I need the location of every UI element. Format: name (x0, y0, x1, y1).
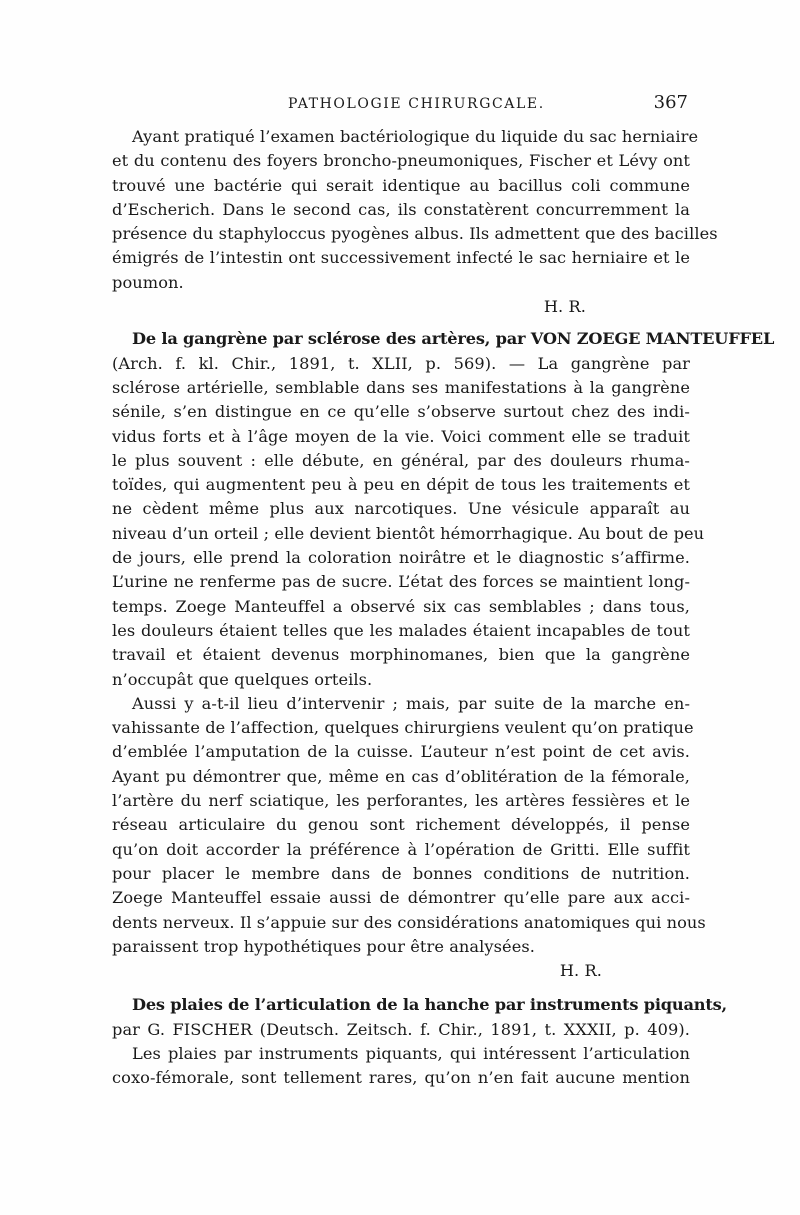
text-line: dents nerveux. Il s’appuie sur des considérations anatomiques qui nous (112, 912, 706, 932)
article-title-line: De la gangrène par sclérose des artères, par VON ZOEGE MANTEUFFEL (132, 329, 775, 349)
text-line: niveau d’un orteil ; elle devient bientôt hémorrhagique. Au bout de peu (112, 523, 705, 543)
page-header (112, 94, 688, 118)
article-hip-wounds (112, 993, 727, 1090)
text-line: vahissante de l’affection, quelques chirurgiens veulent qu’on pratique (112, 718, 694, 738)
text-line: temps. Zoege Manteuffel a observé six cas semblables ; dans tous, (112, 596, 690, 616)
page-number: 367 (653, 92, 688, 113)
text-line: les douleurs étaient telles que les malades étaient incapables de tout (112, 620, 690, 640)
paragraph-intervention (112, 692, 706, 984)
text-line: vidus forts et à l’âge moyen de la vie. Voici comment elle se traduit (112, 426, 690, 446)
text-line: qu’on doit accorder la préférence à l’opération de Gritti. Elle suffit (112, 839, 690, 859)
paragraph-bacteriology (112, 125, 718, 319)
text-line: (Arch. f. kl. Chir., 1891, t. XLII, p. 569). — La gangrène par (112, 353, 690, 373)
text-line: le plus souvent : elle débute, en général, par des douleurs rhuma- (112, 450, 690, 470)
text-line: Les plaies par instruments piquants, qui intéressent l’articulation (132, 1043, 690, 1063)
text-line: présence du staphyloccus pyogènes albus. Ils admettent que des bacilles (112, 224, 718, 244)
author-initials: H. R. (559, 961, 602, 981)
text-line: ne cèdent même plus aux narcotiques. Une vésicule apparaît au (112, 499, 690, 519)
text-line: par G. FISCHER (Deutsch. Zeitsch. f. Chir., 1891, t. XXXII, p. 409). (112, 1019, 690, 1039)
text-line: Aussi y a-t-il lieu d’intervenir ; mais, par suite de la marche en- (132, 693, 690, 713)
text-line: sénile, s’en distingue en ce qu’elle s’observe surtout chez des indi- (112, 402, 690, 422)
page-body (112, 125, 775, 1091)
text-line: d’Escherich. Dans le second cas, ils constatèrent concurremment la (112, 199, 690, 219)
text-line: émigrés de l’intestin ont successivement infecté le sac herniaire et le (112, 248, 690, 268)
article-gangrene (112, 327, 775, 691)
text-line: travail et étaient devenus morphinomanes, bien que la gangrène (112, 645, 690, 665)
text-line: Ayant pratiqué l’examen bactériologique du liquide du sac herniaire (132, 127, 699, 146)
text-line: n’occupât que quelques orteils. (112, 669, 373, 689)
text-line: poumon. (112, 272, 184, 292)
text-line: L’urine ne renferme pas de sucre. L’état des forces se maintient long- (112, 572, 690, 592)
text-line: trouvé une bactérie qui serait identique au bacillus coli commune (112, 175, 690, 195)
author-initials: H. R. (543, 297, 586, 317)
text-line: Zoege Manteuffel essaie aussi de démontrer qu’elle pare aux acci- (112, 888, 690, 908)
text-line: toïdes, qui augmentent peu à peu en dépit de tous les traitements et (112, 475, 690, 495)
text-line: paraissent trop hypothétiques pour être analysées. (112, 936, 535, 956)
text-line: pour placer le membre dans de bonnes conditions de nutrition. (112, 863, 690, 883)
text-line: de jours, elle prend la coloration noirâtre et le diagnostic s’affirme. (112, 548, 690, 568)
text-line: réseau articulaire du genou sont richement développés, il pense (112, 815, 690, 835)
text-line: d’emblée l’amputation de la cuisse. L’auteur n’est point de cet avis. (112, 742, 690, 762)
running-head: PATHOLOGIE CHIRURGCALE. (288, 96, 545, 112)
text-line: coxo-fémorale, sont tellement rares, qu’on n’en fait aucune mention (112, 1068, 690, 1088)
article-title-line: Des plaies de l’articulation de la hanche par instruments piquants, (132, 995, 727, 1015)
text-line: sclérose artérielle, semblable dans ses manifestations à la gangrène (112, 377, 690, 397)
text-line: l’artère du nerf sciatique, les perforantes, les artères fessières et le (112, 791, 690, 811)
text-line: Ayant pu démontrer que, même en cas d’oblitération de la fémorale, (112, 766, 690, 786)
text-line: et du contenu des foyers broncho-pneumoniques, Fischer et Lévy ont (112, 151, 690, 171)
